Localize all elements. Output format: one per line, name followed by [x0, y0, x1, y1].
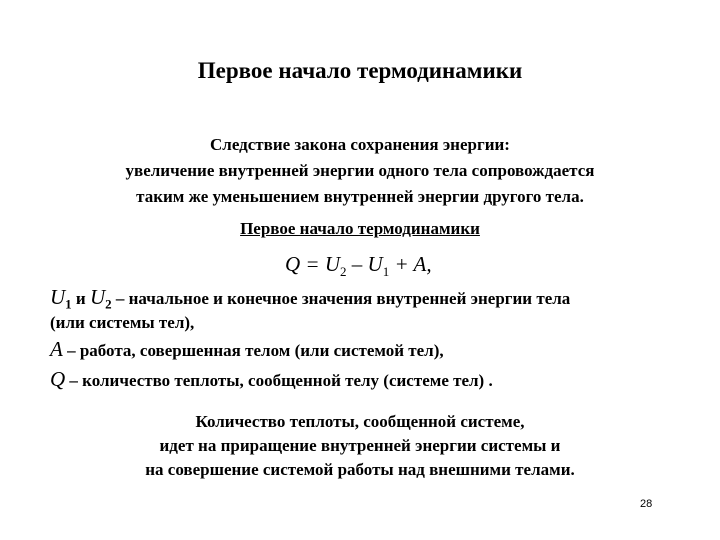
formula-plus: +	[389, 252, 414, 276]
definition-u	[50, 285, 570, 312]
formula-equals: =	[300, 252, 325, 276]
formula-minus: –	[346, 252, 368, 276]
formula-a: A	[413, 252, 427, 276]
definition-u-continuation: (или системы тел),	[50, 313, 195, 332]
consequence-block	[0, 132, 720, 210]
consequence-line-3: таким же уменьшением внутренней энергии другого тела.	[136, 187, 584, 206]
formula-u1: U	[367, 252, 383, 276]
symbol-u2: U	[89, 285, 106, 309]
conclusion-line-1: Количество теплоты, сообщенной системе,	[195, 412, 525, 431]
slide-title: Первое начало термодинамики	[197, 58, 523, 83]
symbol-a: A	[50, 337, 63, 361]
formula-u1-sub: 1	[382, 264, 390, 280]
definition-and: и	[71, 289, 90, 308]
formula-comma: ,	[426, 252, 432, 276]
definition-a-text: – работа, совершенная телом (или системой тел),	[62, 341, 444, 360]
symbol-u2-sub: 2	[105, 296, 112, 312]
conclusion-line-2: идет на приращение внутренней энергии системы и	[159, 436, 561, 455]
definition-q	[50, 367, 493, 392]
formula-u2: U	[324, 252, 341, 276]
formula-u2-sub: 2	[340, 264, 347, 280]
formula-q: Q	[285, 252, 301, 276]
first-law-formula	[285, 252, 432, 280]
symbol-q: Q	[50, 367, 66, 391]
symbol-u1: U	[50, 285, 66, 309]
first-law-subheading: Первое начало термодинамики	[240, 219, 480, 238]
definition-u-text: – начальное и конечное значения внутренней энергии тела	[111, 289, 571, 308]
consequence-line-1: Следствие закона сохранения энергии:	[210, 135, 510, 154]
page-number: 28	[640, 498, 653, 510]
consequence-line-2: увеличение внутренней энергии одного тела сопровождается	[125, 161, 595, 180]
conclusion-line-3: на совершение системой работы над внешними телами.	[145, 460, 575, 479]
definition-a	[50, 337, 444, 362]
symbol-u1-sub: 1	[65, 296, 72, 312]
conclusion-block	[0, 410, 720, 482]
definition-q-text: – количество теплоты, сообщенной телу (системе тел) .	[65, 371, 493, 390]
